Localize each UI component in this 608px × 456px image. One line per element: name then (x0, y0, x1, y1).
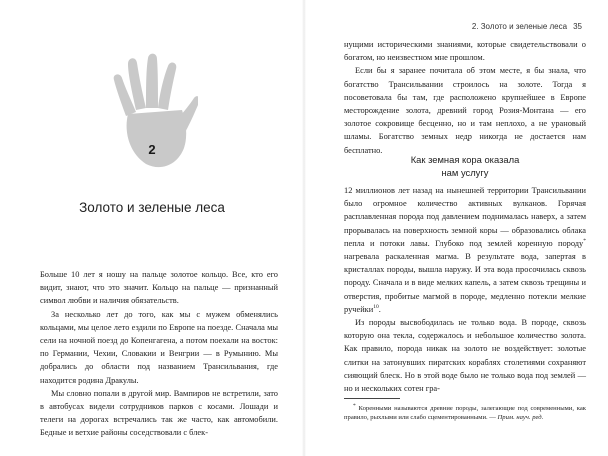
section-heading-line: Как земная кора оказала (410, 154, 520, 165)
text-run: 12 миллионов лет назад на нынешней территории Трансильвании было огромное количество активных вулканов. Горячая расплавленная порода под давлением поднималась наверх, а затем прорывалась на поверхность земной коры — образовались облака пепла и потоки лавы. Глубоко под землей коренную породу (344, 186, 586, 248)
footnote-marker: * (353, 402, 356, 409)
footnote-ref: * (583, 238, 586, 245)
footnote-text: Коренными называются древние породы, залегающие под современными, как правило, рыхлыми или слабо сцементированными. — (344, 405, 586, 422)
running-head (472, 22, 582, 31)
paragraph (344, 184, 586, 316)
paragraph: нущими историческими знаниями, которые свидетельствовали о богатом, но неизвестном мне прошлом. (344, 40, 586, 63)
text-run: нагревала раскаленная магма. В результате вода, запертая в кристаллах породы, вышла наружу. И эта вода просочилась сквозь породу. Сначала и в виде мелких капель, а затем сквозь трещины и отверстия, пробитые магмой в породе, медленно потекли мелкие ручейки (344, 252, 586, 314)
endnote-ref: 10 (373, 304, 379, 311)
footnote-rule (344, 398, 400, 399)
paragraph: Больше 10 лет я ношу на пальце золотое кольцо. Все, кто его видит, знают, что это значит. Кольцо на пальце — признанный символ любви и наличия обязательств. (40, 270, 278, 306)
chapter-title: Золото и зеленые леса (79, 200, 225, 215)
footnote (344, 404, 586, 423)
right-bottom-text (344, 184, 586, 395)
paragraph: Из породы высвободилась не только вода. В породе, сквозь которую она текла, содержалось и небольшое количество золота. Как правило, порода никак на золото не воздействует: золотые слитки на затонувших пиратских кораблях столетиями сохраняют сияющий блеск. Но в этой воде было не только вода под землей — но и нескольких сотен гра- (344, 318, 586, 394)
paragraph: Если бы я заранее почитала об этом месте, я бы знала, что богатство Трансильвании строилось на золоте. Тогда я посоветовала бы там, где расположено крупнейшее в Европе месторождение золота, древний город Розия-Монтана — его золотое сокровище бесценно, но и там неплохо, а не урановый шламы. Богатство земных недр никогда не достается нам бесплатно. (344, 66, 586, 155)
left-body-text (40, 268, 278, 440)
footnote-credit: Прим. науч. ред. (497, 414, 544, 422)
chapter-number: 2 (148, 142, 156, 157)
running-head-title: 2. Золото и зеленые леса (471, 22, 568, 31)
right-top-text (344, 38, 586, 157)
section-heading-line: нам услугу (441, 166, 489, 178)
paragraph: За несколько лет до того, как мы с мужем обменялись кольцами, мы целое лето ездили по Европе на поезде. Сначала мы сели на ночной поезд до Копенгагена, а потом поехали на восток: по Германии, Чехии, Словакии и Венгрии — в Румынию. Мы добрались до области под названием Трансильвания, где находится родина Дракулы. (40, 309, 278, 385)
page-number: 35 (573, 22, 582, 31)
paragraph: Мы словно попали в другой мир. Вампиров не встретили, зато в автобусах видели сотрудников парков с косами. Лошади и телеги на дорогах встречались так же часто, как автомобили. Бедные и ветхие районы соседствовали с блек- (40, 388, 278, 438)
section-heading (344, 154, 586, 179)
text-run: . (378, 304, 381, 314)
right-page (304, 0, 608, 456)
